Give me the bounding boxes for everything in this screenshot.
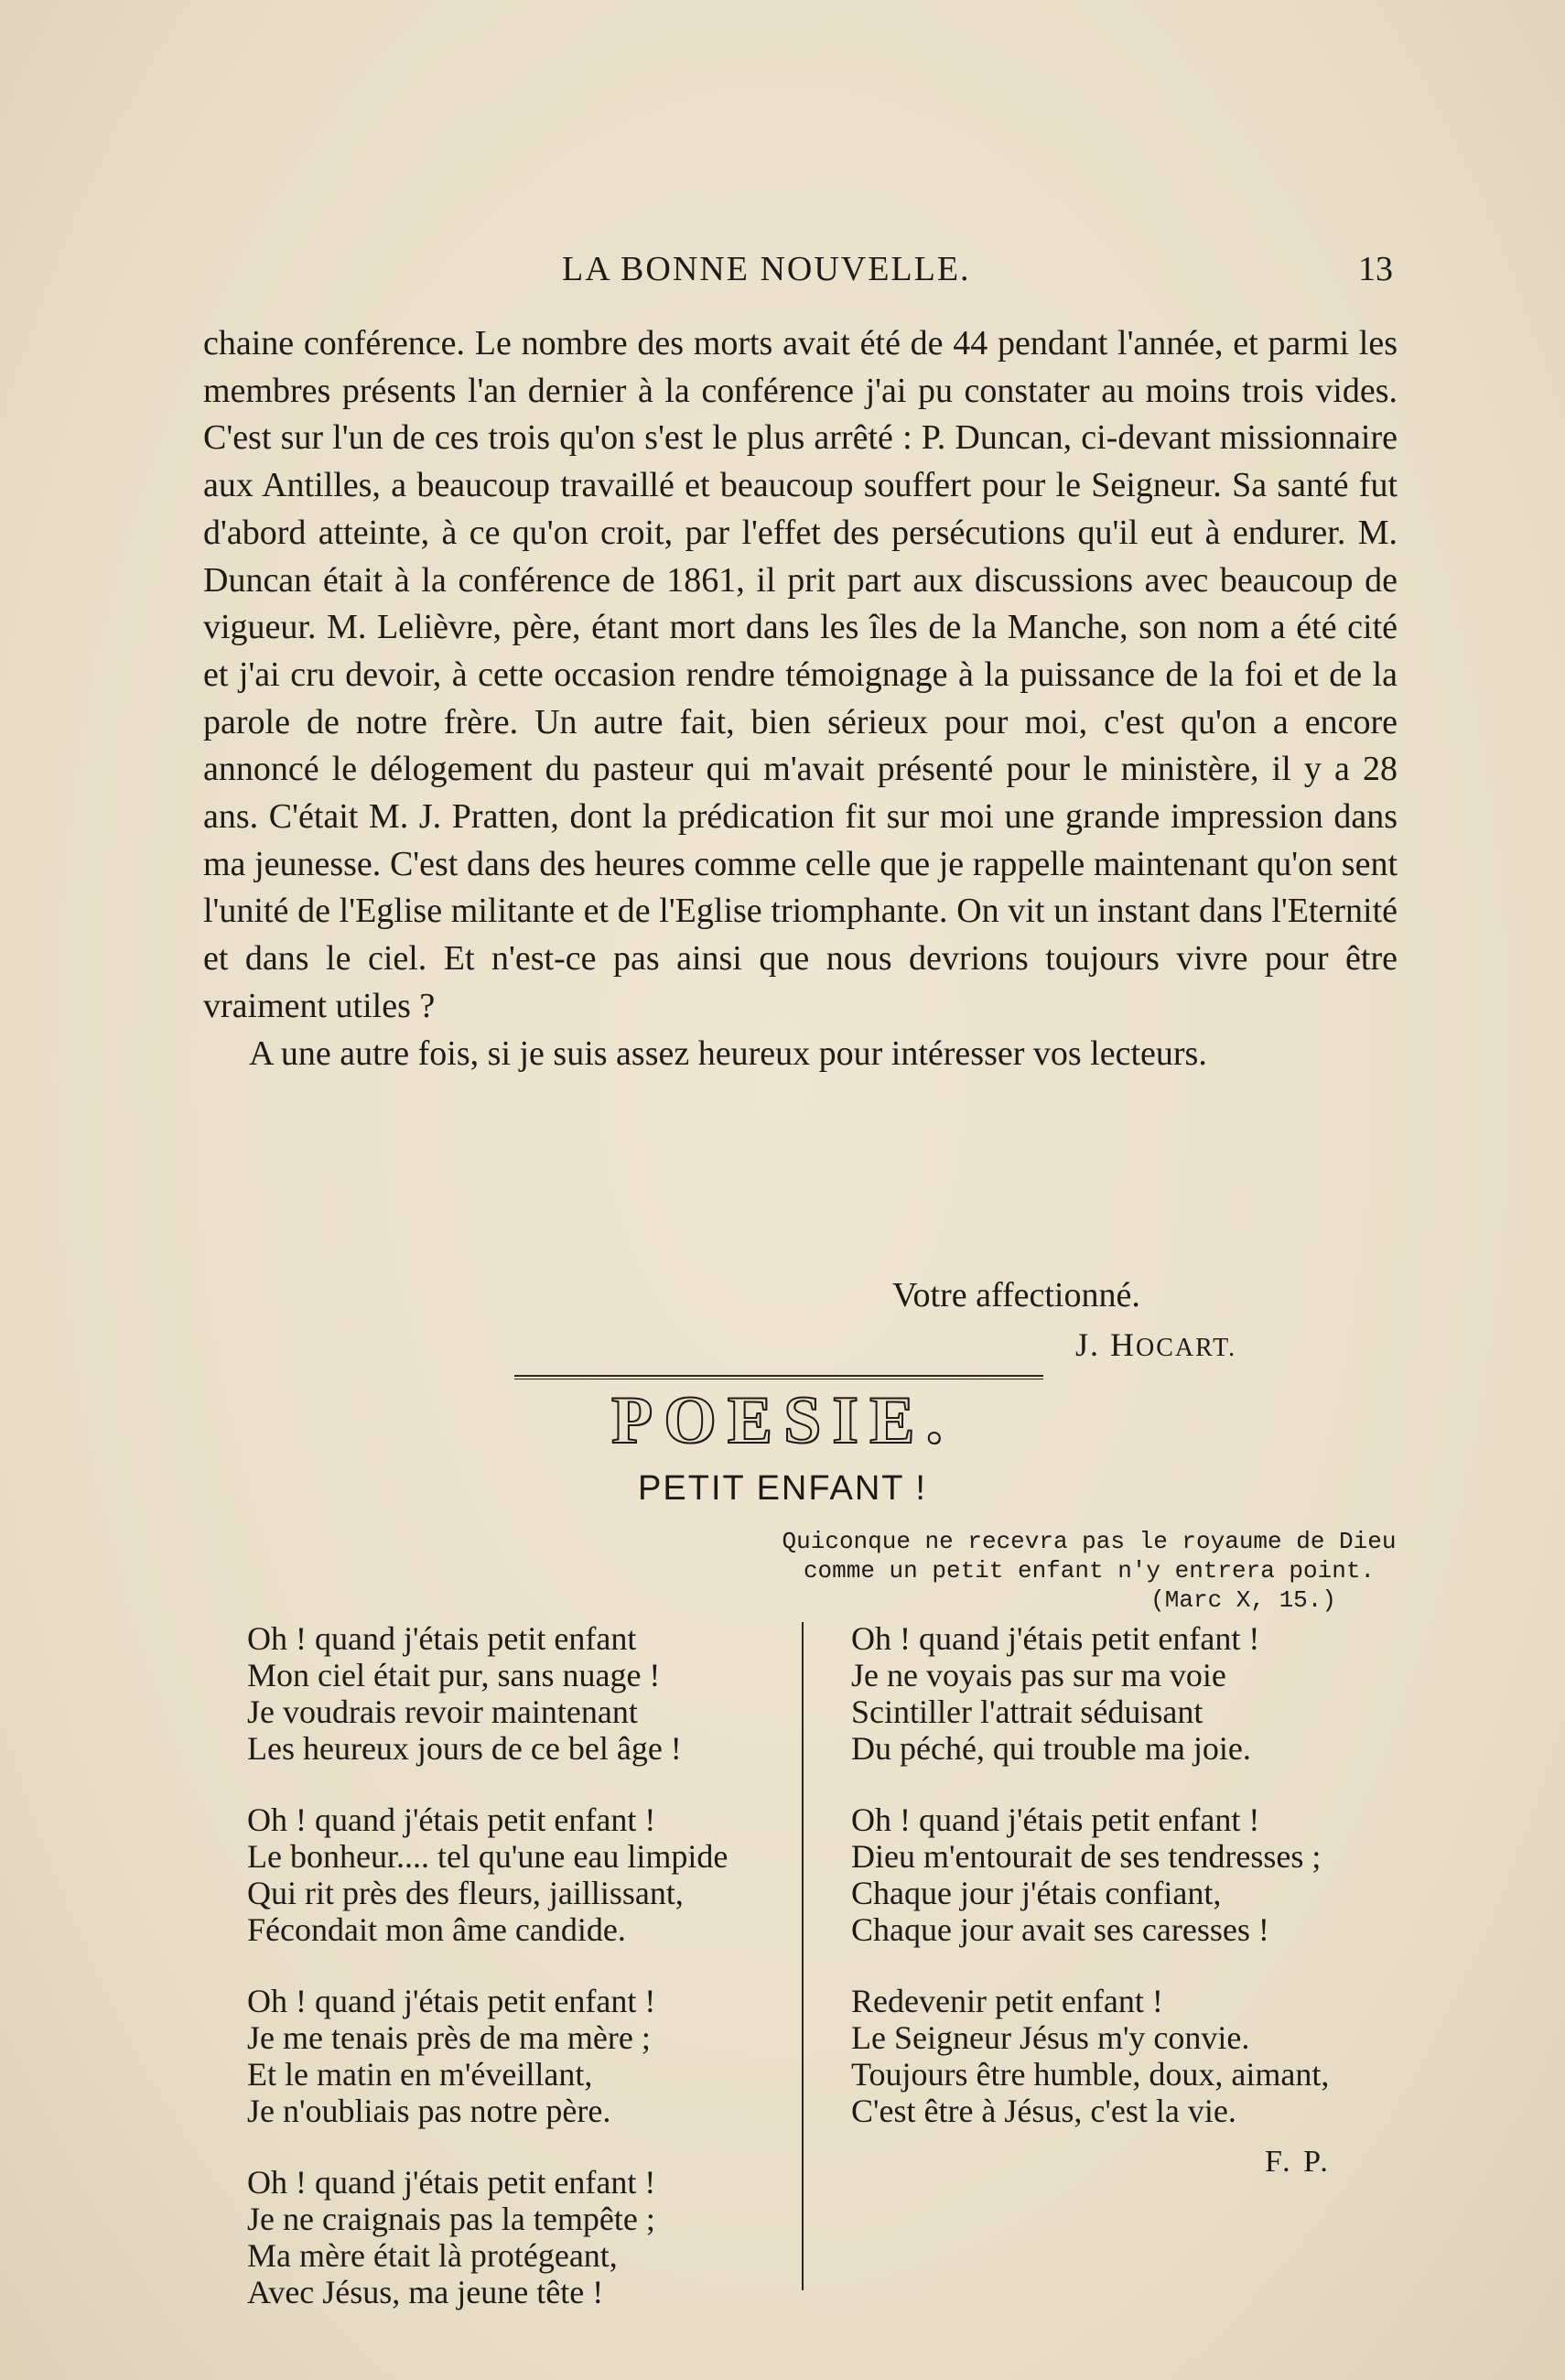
signature-initial: J. H [1075,1326,1137,1363]
stanza [247,1620,796,1767]
poem-right-column [851,1620,1419,2164]
verse-line: Dieu m'entourait de ses tendresses ; [851,1838,1322,1875]
verse-line: Du péché, qui trouble ma joie. [851,1730,1251,1767]
verse-line: Chaque jour j'étais confiant, [851,1875,1222,1911]
poem-title: PETIT ENFANT ! [638,1469,927,1508]
verse-line: Oh ! quand j'étais petit enfant ! [247,2164,656,2201]
verse-line: Je ne craignais pas la tempête ; [247,2201,655,2237]
verse-line: Scintiller l'attrait séduisant [851,1693,1203,1730]
letter-signature [1075,1325,1236,1364]
page-number: 13 [1358,250,1393,288]
epigraph-reference: (Marc X, 15.) [1150,1586,1336,1614]
verse-line: Oh ! quand j'étais petit enfant ! [851,1620,1260,1657]
verse-line: Avec Jésus, ma jeune tête ! [247,2274,604,2310]
verse-line: Redevenir petit enfant ! [851,1983,1163,2019]
poem-epigraph [773,1527,1405,1615]
stanza [247,1801,796,1948]
letter-paragraph-1: chaine conférence. Le nombre des morts avait été de 44 pendant l'année, et parmi les membres présents l'an dernier à la conférence j'ai pu constater au moins trois vides. C'est sur l'un de ces trois qu'on s'est le plus arrêté : P. Duncan, ci-devant missionnaire aux Antilles, a beaucoup travaillé et beaucoup souffert pour le Seigneur. Sa santé fut d'abord atteinte, à ce qu'on croit, par l'effet des persécutions qu'il eut à endurer. M. Duncan était à la conférence de 1861, il prit part aux discussions avec beaucoup de vigueur. M. Lelièvre, père, étant mort dans les îles de la Manche, son nom a été cité et j'ai cru devoir, à cette occasion rendre témoignage à la puissance de la foi et de la parole de notre frère. Un autre fait, bien sérieux pour moi, c'est qu'on a encore annoncé le délogement du pasteur qui m'avait présenté pour le ministère, il y a 28 ans. C'était M. J. Pratten, dont la prédication fit sur moi une grande impression dans ma jeunesse. C'est dans des heures comme celle que je rappelle maintenant qu'on sent l'unité de l'Eglise militante et de l'Eglise triomphante. On vit un instant dans l'Eternité et dans le ciel. Et n'est-ce pas ainsi que nous devrions toujours vivre pour être vraiment utiles ? [203,324,1398,1025]
letter-paragraph-2: A une autre fois, si je suis assez heureux pour intéresser vos lecteurs. [249,1033,1207,1073]
epigraph-line: comme un petit enfant n'y entrera point. [803,1557,1376,1585]
verse-line: Fécondait mon âme candide. [247,1911,626,1948]
verse-line: Et le matin en m'éveillant, [247,2056,593,2093]
stanza [851,1620,1419,1767]
signature-rest: OCART. [1136,1334,1237,1362]
verse-line: Toujours être humble, doux, aimant, [851,2056,1330,2093]
verse-line: Les heureux jours de ce bel âge ! [247,1730,682,1767]
letter-closing: Votre affectionné. [892,1276,1140,1314]
stanza [851,1983,1419,2129]
verse-line: Je n'oubliais pas notre père. [247,2093,611,2129]
epigraph-line: Quiconque ne recevra pas le royaume de Dieu [782,1528,1397,1555]
poem-author-initials: F. P. [1265,2145,1331,2179]
verse-line: Ma mère était là protégeant, [247,2237,618,2274]
verse-line: Oh ! quand j'étais petit enfant ! [247,1801,656,1838]
verse-line: Je voudrais revoir maintenant [247,1693,638,1730]
stanza [247,2164,796,2310]
verse-line: Oh ! quand j'étais petit enfant ! [851,1801,1260,1838]
verse-line: Oh ! quand j'étais petit enfant [247,1620,637,1657]
verse-line: Je ne voyais pas sur ma voie [851,1657,1226,1693]
verse-line: Le bonheur.... tel qu'une eau limpide [247,1838,729,1875]
verse-line: C'est être à Jésus, c'est la vie. [851,2093,1236,2129]
section-divider-rule [514,1375,1043,1379]
running-title: LA BONNE NOUVELLE. [562,250,971,288]
stanza [851,1801,1419,1948]
verse-line: Le Seigneur Jésus m'y convie. [851,2019,1250,2056]
stanza [247,1983,796,2129]
verse-line: Qui rit près des fleurs, jaillissant, [247,1875,684,1911]
column-divider [802,1622,804,2290]
verse-line: Je me tenais près de ma mère ; [247,2019,651,2056]
letter-body [203,320,1398,1077]
section-title: POESIE. [611,1383,954,1458]
verse-line: Chaque jour avait ses caresses ! [851,1911,1269,1948]
page-header [203,249,1393,295]
verse-line: Mon ciel était pur, sans nuage ! [247,1657,661,1693]
verse-line: Oh ! quand j'étais petit enfant ! [247,1983,656,2019]
poem-left-column [247,1620,796,2345]
